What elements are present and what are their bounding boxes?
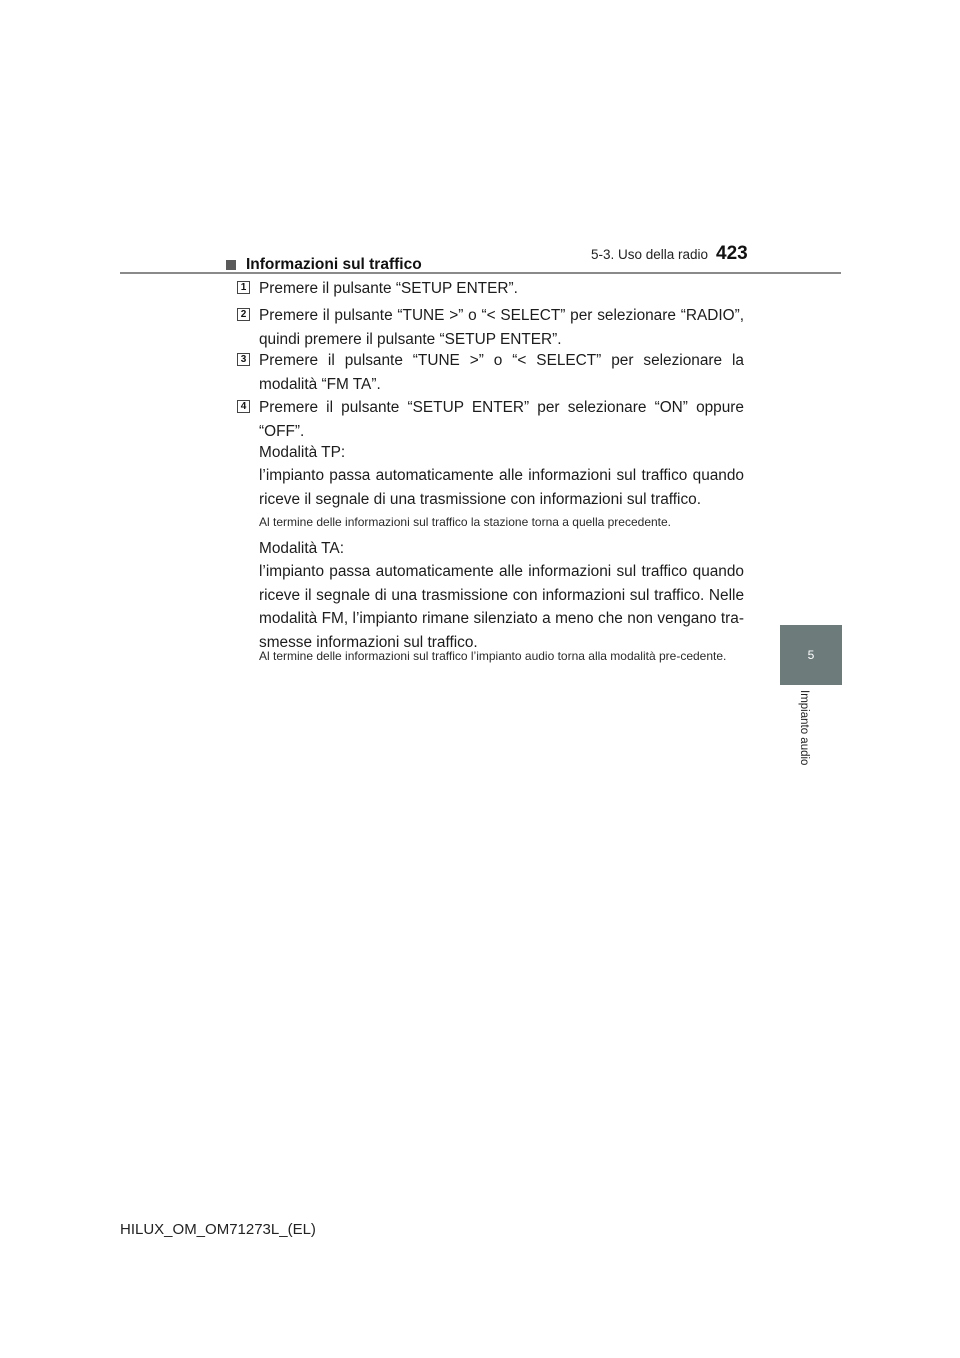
step-number-1: 1 — [237, 281, 250, 294]
step-text-3: Premere il pulsante “TUNE >” o “< SELECT” per selezionare la modalità “FM TA”. — [259, 352, 744, 393]
chapter-number: 5 — [807, 648, 815, 662]
page-number: 423 — [716, 243, 748, 264]
step-number-2: 2 — [237, 308, 250, 321]
step-number-3: 3 — [237, 353, 250, 366]
mode-ta-text: l’impianto passa automaticamente alle informazioni sul traffico quando riceve il segnale di una trasmissione con informazioni sul traffico. Nelle modalità FM, l’impianto rimane silenziato a meno che non vengano tra-smesse informazioni sul traffico. — [259, 563, 744, 651]
mode-ta-note: Al termine delle informazioni sul traffico l’impianto audio torna alla modalità pre-cedente. — [259, 649, 727, 663]
square-bullet-icon — [226, 260, 236, 270]
mode-ta-title: Modalità TA: — [259, 540, 344, 557]
step-text-4: Premere il pulsante “SETUP ENTER” per selezionare “ON” oppure “OFF”. — [259, 399, 744, 440]
mode-tp-note: Al termine delle informazioni sul traffico la stazione torna a quella precedente. — [259, 515, 672, 529]
chapter-tab — [780, 625, 842, 685]
running-header-section: 5-3. Uso della radio — [591, 247, 709, 262]
section-title: Informazioni sul traffico — [246, 256, 422, 273]
section-heading — [226, 256, 422, 274]
step-text-2: Premere il pulsante “TUNE >” o “< SELECT” per selezionare “RADIO”, quindi premere il pulsante “SETUP ENTER”. — [259, 307, 744, 348]
document-code: HILUX_OM_OM71273L_(EL) — [120, 1221, 316, 1238]
mode-tp-text: l’impianto passa automaticamente alle informazioni sul traffico quando riceve il segnale di una trasmissione con informazioni sul traffico. — [259, 467, 744, 508]
chapter-label: Impianto audio — [798, 690, 810, 766]
step-text-1: Premere il pulsante “SETUP ENTER”. — [259, 280, 518, 297]
step-number-4: 4 — [237, 400, 250, 413]
mode-tp-title: Modalità TP: — [259, 444, 346, 461]
